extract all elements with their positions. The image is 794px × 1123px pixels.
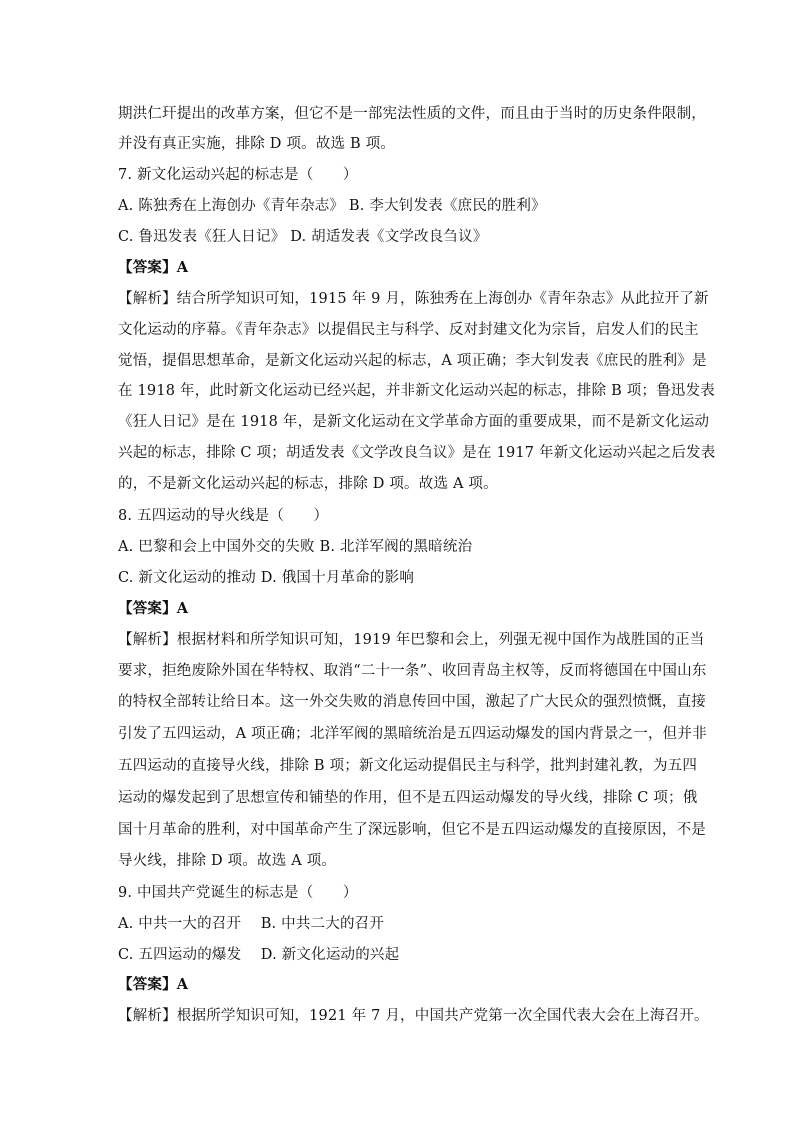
analysis-line: 《狂人日记》是在 1918 年，是新文化运动在文学革命方面的重要成果，而不是新文化运动: [118, 414, 710, 430]
option-line: A. 陈独秀在上海创办《青年杂志》 B. 李大钊发表《庶民的胜利》: [118, 198, 546, 214]
answer-label: 【答案】A: [118, 976, 189, 993]
analysis-line: 在 1918 年，此时新文化运动已经兴起，并非新文化运动兴起的标志，排除 B 项；鲁迅发表: [118, 383, 715, 399]
question-8: 8. 五四运动的导火线是（ ）: [118, 508, 329, 524]
analysis-line: 国十月革命的胜利，对中国革命产生了深远影响，但它不是五四运动爆发的直接原因，不是: [118, 822, 706, 838]
analysis-line: 导火线，排除 D 项。故选 A 项。: [118, 853, 337, 869]
analysis-line: 的特权全部转让给日本。这一外交失败的消息传回中国，激起了广大民众的强烈愤慨，直接: [118, 694, 706, 710]
analysis-line: 文化运动的序幕。《青年杂志》以提倡民主与科学、反对封建文化为宗旨，启发人们的民主: [118, 322, 699, 338]
question-9: 9. 中国共产党诞生的标志是（ ）: [118, 885, 358, 901]
answer-label: 【答案】A: [118, 600, 189, 617]
analysis-line: 的，不是新文化运动兴起的标志，排除 D 项。故选 A 项。: [118, 476, 498, 492]
option-line: C. 新文化运动的推动 D. 俄国十月革命的影响: [118, 570, 415, 586]
analysis-line: 要求，拒绝废除外国在华特权、取消“二十一条”、收回青岛主权等，反而将德国在中国山东: [118, 663, 707, 679]
analysis-line: 【解析】结合所学知识可知，1915 年 9 月，陈独秀在上海创办《青年杂志》从此拉开了新: [118, 291, 709, 307]
option-line: C. 五四运动的爆发 D. 新文化运动的兴起: [118, 947, 400, 963]
analysis-line: 觉悟，提倡思想革命，是新文化运动兴起的标志，A 项正确；李大钊发表《庶民的胜利》是: [118, 353, 707, 369]
option-line: A. 中共一大的召开 B. 中共二大的召开: [118, 916, 385, 932]
option-line: A. 巴黎和会上中国外交的失败 B. 北洋军阀的黑暗统治: [118, 539, 473, 555]
analysis-line: 【解析】根据所学知识可知，1921 年 7 月，中国共产党第一次全国代表大会在上海召开。: [118, 1008, 709, 1024]
answer-label: 【答案】A: [118, 259, 189, 276]
text-line: 并没有真正实施，排除 D 项。故选 B 项。: [118, 136, 396, 152]
analysis-line: 运动的爆发起到了思想宣传和铺垫的作用，但不是五四运动爆发的导火线，排除 C 项；俄: [118, 790, 698, 806]
text-line: 期洪仁玕提出的改革方案，但它不是一部宪法性质的文件，而且由于当时的历史条件限制，: [118, 106, 706, 122]
option-line: C. 鲁迅发表《狂人日记》 D. 胡适发表《文学改良刍议》: [118, 229, 488, 245]
question-7: 7. 新文化运动兴起的标志是（ ）: [118, 167, 358, 183]
analysis-line: 【解析】根据材料和所学知识可知，1919 年巴黎和会上，列强无视中国作为战胜国的正当: [118, 632, 705, 648]
analysis-line: 五四运动的直接导火线，排除 B 项；新文化运动提倡民主与科学，批判封建礼教，为五四: [118, 758, 698, 774]
analysis-line: 引发了五四运动，A 项正确；北洋军阀的黑暗统治是五四运动爆发的国内背景之一，但并非: [118, 726, 707, 742]
analysis-line: 兴起的标志，排除 C 项；胡适发表《文学改良刍议》是在 1917 年新文化运动兴起之后发表: [118, 445, 716, 461]
